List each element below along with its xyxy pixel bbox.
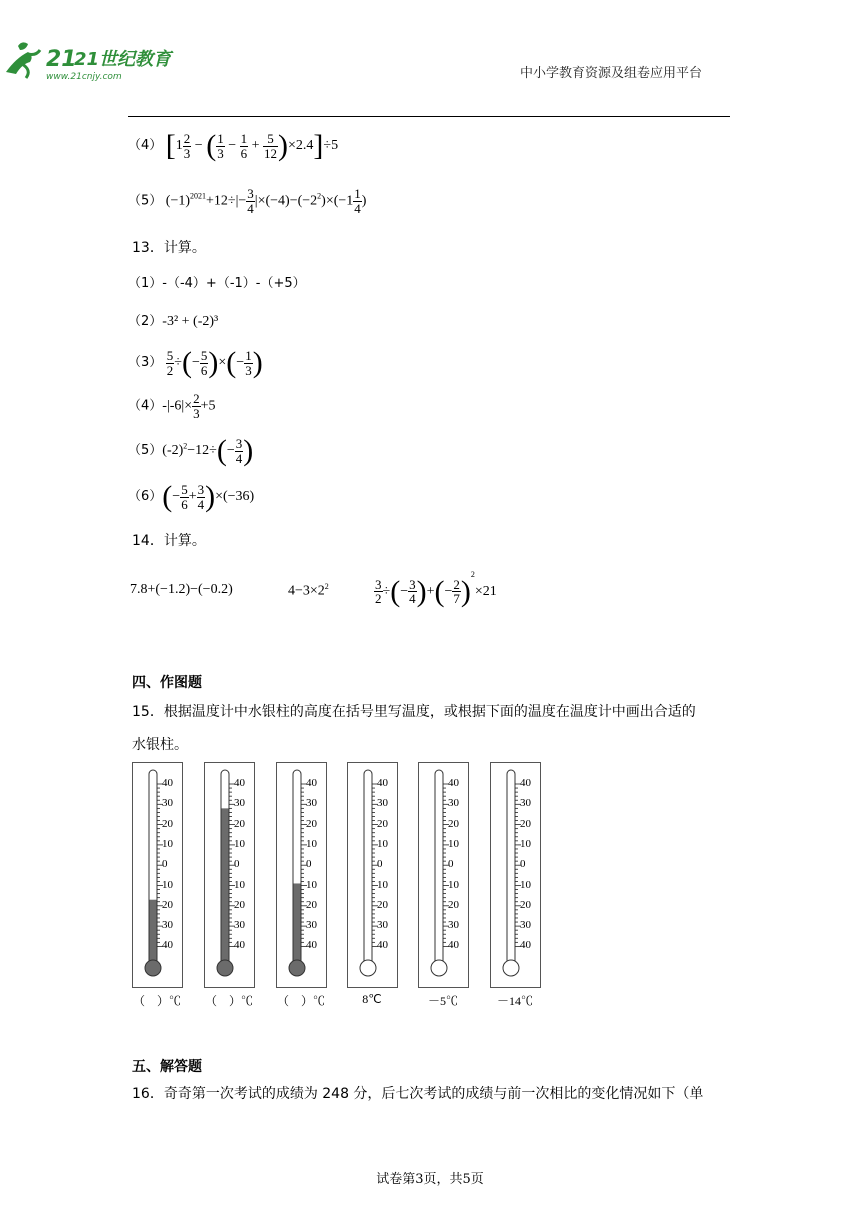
thermometer-tube: [364, 770, 372, 968]
tick-label: 40: [448, 777, 459, 789]
tick-label: 40: [306, 939, 317, 952]
q14-expr-1: 7.8+(−1.2)−(−0.2): [130, 582, 233, 597]
thermometer-tube: [507, 770, 515, 968]
q13-item-4: （4）-|-6|× $\frac{2}{3}$ +5: [128, 391, 216, 421]
tick-label: 30: [162, 797, 173, 810]
tick-label: 30: [520, 797, 531, 810]
thermometer-drawing-4: [347, 762, 399, 988]
tick-label: 30: [306, 919, 317, 932]
tick-label: 20: [520, 898, 531, 911]
tick-label: 10: [162, 837, 173, 850]
tick-label: 20: [448, 817, 459, 830]
mercury-column: [222, 808, 229, 968]
tick-label: 30: [377, 797, 388, 810]
q12-item-4: （4） [1 $\frac{2}{3}$ − ( $\frac{1}{3}$ − $\frac{1}{6}$ + $\frac{5}{12}$ )×2.4]÷5: [128, 129, 339, 162]
thermometer-answer-label: （ ）℃: [276, 994, 325, 1008]
tick-label: 10: [306, 837, 317, 850]
tick-label: 0: [520, 858, 526, 871]
tick-label: 30: [162, 919, 173, 932]
tick-label: 20: [162, 898, 173, 911]
tick-label: 40: [234, 777, 245, 789]
tick-label: 30: [448, 797, 459, 810]
section-4-title: 四、作图题: [132, 675, 202, 691]
thermometer-bulb: [145, 960, 161, 976]
tick-label: 10: [520, 878, 531, 891]
tick-label: 10: [234, 878, 245, 891]
svg-text:21: 21: [46, 47, 77, 72]
q13-item-3: （3） $\frac{5}{2}$ ÷(− $\frac{5}{6}$ )×(− $\frac{1}{3}$ ): [128, 346, 263, 379]
thermometer-drawing-1: [132, 762, 184, 988]
tick-label: 20: [520, 817, 531, 830]
logo-runner-icon: [0, 34, 175, 84]
q16-text: 16．奇奇第一次考试的成绩为 248 分，后七次考试的成绩与前一次相比的变化情况如下（单: [132, 1086, 704, 1102]
tick-label: 40: [520, 939, 531, 952]
tick-label: 20: [377, 898, 388, 911]
thermometer-drawing-3: [276, 762, 328, 988]
tick-label: 40: [377, 939, 388, 952]
tick-label: 20: [377, 817, 388, 830]
tick-label: 20: [234, 817, 245, 830]
thermometer-drawing-6: [490, 762, 542, 988]
q14-title: 14．计算。: [132, 533, 206, 549]
tick-label: 20: [448, 898, 459, 911]
thermometer-bulb: [289, 960, 305, 976]
q13-item-6: （6）(− $\frac{5}{6}$ + $\frac{3}{4}$ )×(−36): [128, 480, 255, 513]
tick-label: 30: [520, 919, 531, 932]
tick-label: 10: [520, 837, 531, 850]
tick-label: 0: [234, 858, 240, 871]
tick-label: 20: [234, 898, 245, 911]
tick-label: 40: [377, 777, 388, 789]
header-divider: [128, 116, 730, 117]
tick-label: 10: [377, 878, 388, 891]
tick-label: 10: [306, 878, 317, 891]
q13-item-2: （2）-3² + (-2)³: [128, 314, 219, 329]
q14-expr-2: $4-3\times 2^2$: [288, 582, 329, 599]
thermometer-answer-label: 8℃: [362, 992, 382, 1006]
tick-label: 20: [306, 898, 317, 911]
page-footer: 试卷第3页，共5页: [376, 1172, 484, 1187]
thermometer-answer-label: （ ）℃: [204, 994, 253, 1008]
tick-label: 10: [234, 837, 245, 850]
thermometer-answer-label: －5℃: [427, 994, 458, 1008]
thermometer-tube: [435, 770, 443, 968]
tick-label: 40: [162, 939, 173, 952]
site-logo: [0, 34, 175, 84]
platform-name: 中小学教育资源及组卷应用平台: [520, 66, 703, 81]
tick-label: 10: [162, 878, 173, 891]
tick-label: 20: [162, 817, 173, 830]
logo-text: 21世纪教育: [74, 49, 172, 70]
tick-label: 30: [234, 797, 245, 810]
section-5-title: 五、解答题: [132, 1059, 202, 1075]
q13-title: 13．计算。: [132, 240, 206, 256]
tick-label: 20: [306, 817, 317, 830]
thermometer-answer-label: （ ）℃: [132, 994, 181, 1008]
logo-url: www.21cnjy.com: [46, 72, 122, 82]
tick-label: 40: [520, 777, 531, 789]
tick-label: 0: [162, 858, 168, 871]
tick-label: 30: [448, 919, 459, 932]
tick-label: 30: [306, 797, 317, 810]
q12-item-5: （5） $(-1)^{2021}+12\div|-$ $\frac{3}{4}$ $|\times(-4)-(-2^2)\times(-1$ $\frac{1}{4}$ ): [128, 186, 367, 216]
tick-label: 40: [306, 777, 317, 789]
q13-item-5: $(5)(-2)^2-12\div(-$ $\frac{3}{4}$ ): [128, 434, 254, 467]
tick-label: 10: [448, 878, 459, 891]
thermometer-bulb: [360, 960, 376, 976]
thermometer-bulb: [217, 960, 233, 976]
mercury-column: [150, 900, 157, 968]
thermometer-bulb: [503, 960, 519, 976]
tick-label: 0: [448, 858, 454, 871]
thermometer-answer-label: －14℃: [496, 994, 533, 1008]
q13-item-1: （1）-（-4）+（-1）-（+5）: [128, 276, 306, 291]
tick-label: 40: [162, 777, 173, 789]
q14-expr-3: $\frac{3}{2}$ ÷(− $\frac{3}{4}$ )+(− $\frac{2}{7}$ )$^2$×21: [375, 570, 497, 608]
tick-label: 30: [234, 919, 245, 932]
tick-label: 0: [377, 858, 383, 871]
thermometer-drawing-2: [204, 762, 256, 988]
thermometer-drawing-5: [418, 762, 470, 988]
tick-label: 30: [377, 919, 388, 932]
tick-label: 10: [377, 837, 388, 850]
tick-label: 40: [448, 939, 459, 952]
mercury-column: [294, 883, 301, 968]
tick-label: 0: [306, 858, 312, 871]
tick-label: 10: [448, 837, 459, 850]
q15-text-line-2: 水银柱。: [132, 737, 188, 753]
thermometer-bulb: [431, 960, 447, 976]
tick-label: 40: [234, 939, 245, 952]
q15-text-line-1: 15．根据温度计中水银柱的高度在括号里写温度，或根据下面的温度在温度计中画出合适的: [132, 704, 696, 720]
